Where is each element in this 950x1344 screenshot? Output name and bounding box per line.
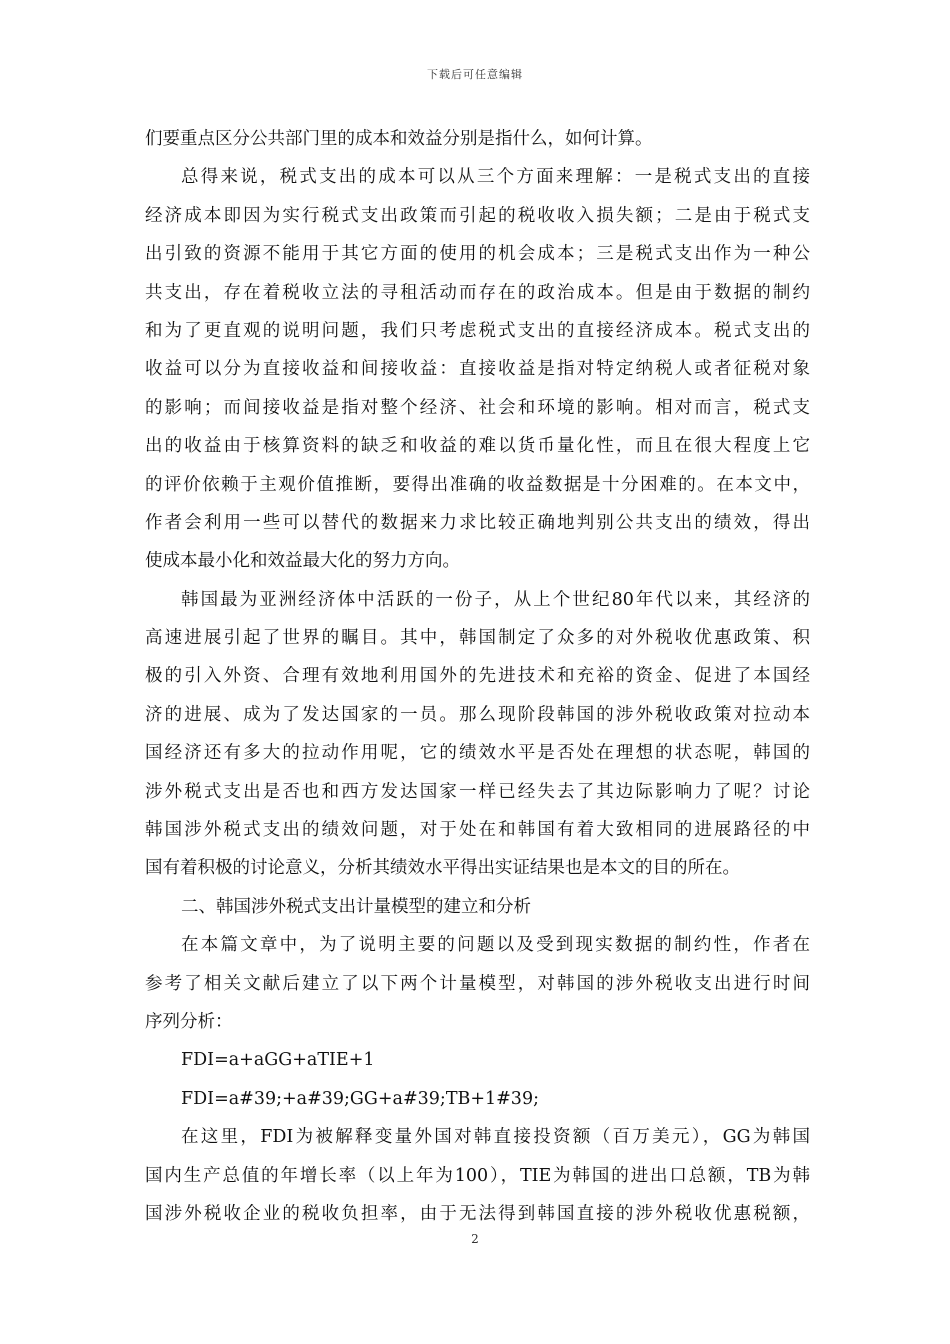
text-line: 使成本最小化和效益最大化的努力方向。 (145, 551, 460, 572)
text-line: 极的引入外资、合理有效地利用国外的先进技术和充裕的资金、促进了本国经 (145, 666, 810, 687)
text-line: 国内生产总值的年增长率（以上年为100），TIE为韩国的进出口总额，TB为韩 (145, 1165, 810, 1186)
formula-line: FDI=a#39;+a#39;GG+a#39;TB+1#39; (181, 1088, 539, 1109)
text-line: 济的进展、成为了发达国家的一员。那么现阶段韩国的涉外税收政策对拉动本 (145, 704, 810, 725)
text-line: 在这里，FDI为被解释变量外国对韩直接投资额（百万美元），GG为韩国 (181, 1127, 810, 1148)
text-line: 们要重点区分公共部门里的成本和效益分别是指什么，如何计算。 (145, 129, 653, 149)
text-line: 共支出，存在着税收立法的寻租活动而存在的政治成本。但是由于数据的制约 (145, 282, 810, 303)
text-line: 高速进展引起了世界的瞩目。其中，韩国制定了众多的对外税收优惠政策、积 (145, 628, 810, 649)
text-line: 总得来说，税式支出的成本可以从三个方面来理解：一是税式支出的直接 (181, 167, 810, 188)
page-header: 下载后可任意编辑 (427, 68, 523, 81)
formula-line: FDI=a+aGG+aTIE+1 (181, 1050, 375, 1071)
text-line: 收益可以分为直接收益和间接收益：直接收益是指对特定纳税人或者征税对象 (145, 359, 810, 380)
text-line: 国有着积极的讨论意义，分析其绩效水平得出实证结果也是本文的目的所在。 (145, 858, 740, 879)
text-line: 序列分析： (145, 1011, 233, 1032)
text-line: 国涉外税收企业的税收负担率，由于无法得到韩国直接的涉外税收优惠税额， (145, 1203, 810, 1224)
text-line: 出引致的资源不能用于其它方面的使用的机会成本；三是税式支出作为一种公 (145, 244, 810, 265)
text-line: 涉外税式支出是否也和西方发达国家一样已经失去了其边际影响力了呢？讨论 (145, 781, 810, 802)
text-line: 作者会利用一些可以替代的数据来力求比较正确地判别公共支出的绩效，得出 (145, 512, 810, 533)
section-heading: 二、韩国涉外税式支出计量模型的建立和分析 (181, 896, 531, 917)
text-line: 参考了相关文献后建立了以下两个计量模型，对韩国的涉外税收支出进行时间 (145, 973, 810, 994)
text-line: 的影响；而间接收益是指对整个经济、社会和环境的影响。相对而言，税式支 (145, 397, 810, 418)
document-body (145, 120, 810, 1233)
text-line: 韩国涉外税式支出的绩效问题，对于处在和韩国有着大致相同的进展路径的中 (145, 820, 810, 841)
text-line: 出的收益由于核算资料的缺乏和收益的难以货币量化性，而且在很大程度上它 (145, 436, 810, 457)
text-line: 韩国最为亚洲经济体中活跃的一份子，从上个世纪80年代以来，其经济的 (181, 589, 810, 610)
text-line: 在本篇文章中，为了说明主要的问题以及受到现实数据的制约性，作者在 (181, 935, 810, 956)
text-line: 经济成本即因为实行税式支出政策而引起的税收收入损失额；二是由于税式支 (145, 205, 810, 226)
text-line: 和为了更直观的说明问题，我们只考虑税式支出的直接经济成本。税式支出的 (145, 320, 810, 341)
page-number: 2 (471, 1232, 479, 1246)
text-line: 国经济还有多大的拉动作用呢，它的绩效水平是否处在理想的状态呢，韩国的 (145, 743, 810, 764)
text-line: 的评价依赖于主观价值推断，要得出准确的收益数据是十分困难的。在本文中， (145, 474, 810, 495)
